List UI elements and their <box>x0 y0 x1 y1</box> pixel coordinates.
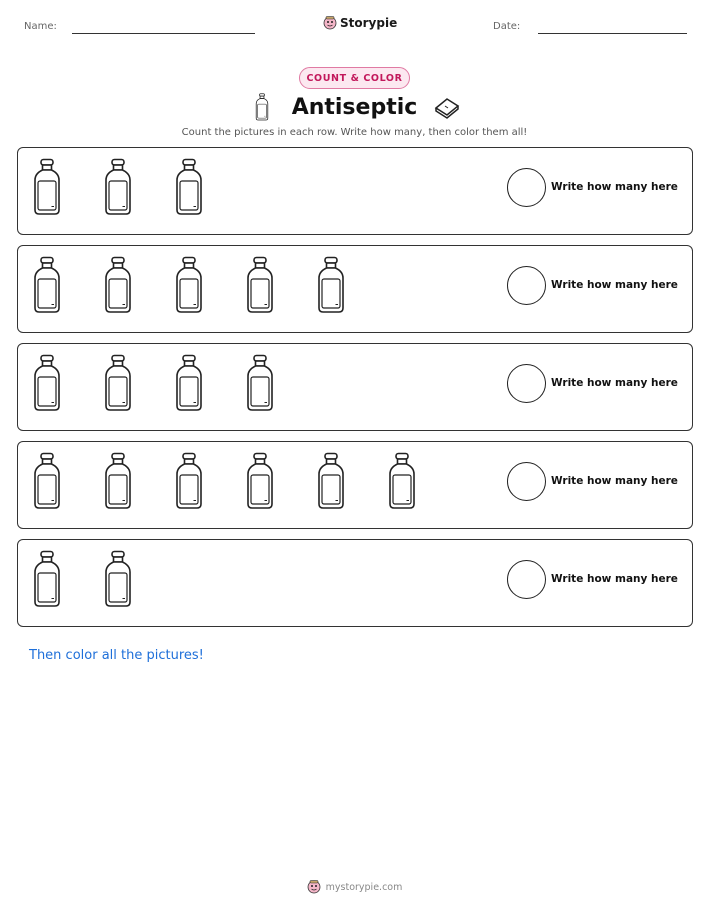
antiseptic-bottle-icon[interactable] <box>32 158 62 216</box>
antiseptic-bottle-icon[interactable] <box>103 158 133 216</box>
counting-rows <box>17 147 693 637</box>
antiseptic-bottle-icon[interactable] <box>103 452 133 510</box>
antiseptic-bottle-icon[interactable] <box>174 158 204 216</box>
worksheet-header <box>0 14 709 44</box>
picture-group <box>32 452 417 510</box>
picture-group <box>32 550 133 608</box>
answer-circle[interactable] <box>507 364 546 403</box>
count-row <box>17 147 693 235</box>
site-footer <box>0 880 709 894</box>
name-label: Name: <box>24 21 57 32</box>
answer-label: Write how many here <box>551 475 678 487</box>
brand-name: Storypie <box>340 16 398 30</box>
antiseptic-bottle-icon[interactable] <box>174 256 204 314</box>
color-instruction: Then color all the pictures! <box>29 648 204 663</box>
title-block <box>0 92 709 126</box>
antiseptic-bottle-icon[interactable] <box>174 452 204 510</box>
antiseptic-bottle-icon[interactable] <box>174 354 204 412</box>
antiseptic-bottle-icon[interactable] <box>245 452 275 510</box>
antiseptic-bottle-icon[interactable] <box>387 452 417 510</box>
count-row <box>17 245 693 333</box>
date-line[interactable] <box>538 33 687 34</box>
answer-label: Write how many here <box>551 377 678 389</box>
count-row <box>17 343 693 431</box>
antiseptic-bottle-icon[interactable] <box>32 354 62 412</box>
count-row <box>17 539 693 627</box>
antiseptic-bottle-icon[interactable] <box>245 354 275 412</box>
antiseptic-bottle-icon[interactable] <box>32 550 62 608</box>
bandage-pad-icon <box>433 94 461 120</box>
count-row <box>17 441 693 529</box>
picture-group <box>32 354 275 412</box>
date-label: Date: <box>493 21 521 32</box>
activity-badge: COUNT & COLOR <box>299 67 410 89</box>
antiseptic-bottle-icon[interactable] <box>103 256 133 314</box>
storypie-mascot-icon <box>323 16 337 30</box>
storypie-mascot-icon <box>307 880 321 894</box>
name-line[interactable] <box>72 33 255 34</box>
instructions-text: Count the pictures in each row. Write how many, then color them all! <box>181 127 528 138</box>
site-url: mystorypie.com <box>325 881 403 893</box>
antiseptic-bottle-icon[interactable] <box>316 256 346 314</box>
answer-circle[interactable] <box>507 462 546 501</box>
antiseptic-bottle-icon[interactable] <box>32 256 62 314</box>
answer-circle[interactable] <box>507 266 546 305</box>
antiseptic-bottle-icon[interactable] <box>245 256 275 314</box>
picture-group <box>32 256 346 314</box>
antiseptic-bottle-icon[interactable] <box>103 354 133 412</box>
answer-circle[interactable] <box>507 168 546 207</box>
antiseptic-bottle-icon[interactable] <box>316 452 346 510</box>
page-title: Antiseptic <box>291 95 418 120</box>
antiseptic-bottle-icon[interactable] <box>32 452 62 510</box>
brand-logo <box>323 14 397 32</box>
antiseptic-bottle-icon[interactable] <box>103 550 133 608</box>
answer-label: Write how many here <box>551 181 678 193</box>
answer-circle[interactable] <box>507 560 546 599</box>
answer-label: Write how many here <box>551 279 678 291</box>
answer-label: Write how many here <box>551 573 678 585</box>
picture-group <box>32 158 204 216</box>
